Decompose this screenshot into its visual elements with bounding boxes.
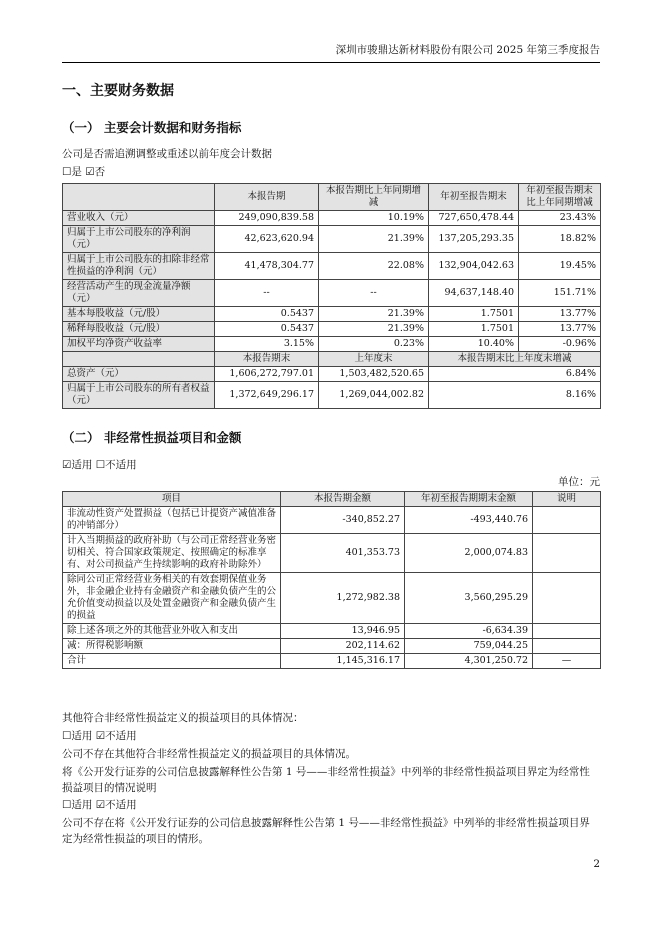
cell: 6.84% <box>429 367 601 382</box>
cell: 1.7501 <box>429 322 519 337</box>
row-label: 归属于上市公司股东的所有者权益（元） <box>63 382 215 409</box>
cell: -0.96% <box>519 337 601 352</box>
financial-data-table <box>62 183 601 409</box>
row-label: 归属于上市公司股东的扣除非经常性损益的净利润（元） <box>63 253 215 280</box>
cell: 13,946.95 <box>281 624 405 639</box>
cell: 401,353.73 <box>281 534 405 573</box>
other-items-note: 公司不存在其他符合非经常性损益定义的损益项目的具体情况。 <box>62 748 356 760</box>
cell: 19.45% <box>519 253 601 280</box>
cell: — <box>533 654 601 669</box>
cell: 3.15% <box>215 337 319 352</box>
row-label: 减：所得税影响额 <box>63 639 281 654</box>
restatement-question: 公司是否需追溯调整或重述以前年度会计数据 <box>62 148 272 160</box>
row-label: 合计 <box>63 654 281 669</box>
row-label: 营业收入（元） <box>63 211 215 226</box>
header-cell: 本报告期末比上年度末增减 <box>429 352 601 367</box>
cell: -- <box>319 280 429 307</box>
page-number: 2 <box>593 858 600 870</box>
cell: 137,205,293.35 <box>429 226 519 253</box>
row-label: 除上述各项之外的其他营业外收入和支出 <box>63 624 281 639</box>
cell: 23.43% <box>519 211 601 226</box>
row-label: 计入当期损益的政府补助（与公司正常经营业务密切相关、符合国家政策规定、按照确定的标准享有、对公司损益产生持续影响的政府补助除外） <box>63 534 281 573</box>
unit-label: 单位：元 <box>558 476 600 488</box>
cell: 249,090,839.58 <box>215 211 319 226</box>
cell: 41,478,304.77 <box>215 253 319 280</box>
cell: 21.39% <box>319 322 429 337</box>
header-cell: 年初至报告期末 <box>429 184 519 211</box>
cell <box>533 507 601 534</box>
header-cell: 本报告期金额 <box>281 492 405 507</box>
cell: 3,560,295.29 <box>405 573 533 624</box>
table-row <box>63 322 601 337</box>
table-header-row <box>63 492 601 507</box>
cell: 1,145,316.17 <box>281 654 405 669</box>
cell: -493,440.76 <box>405 507 533 534</box>
cell: 21.39% <box>319 226 429 253</box>
row-label: 基本每股收益（元/股） <box>63 307 215 322</box>
cell: 1,272,982.38 <box>281 573 405 624</box>
table-row <box>63 367 601 382</box>
row-label: 加权平均净资产收益率 <box>63 337 215 352</box>
table-row <box>63 639 601 654</box>
table-row <box>63 211 601 226</box>
row-label: 总资产（元） <box>63 367 215 382</box>
cell: 0.23% <box>319 337 429 352</box>
table-header-row-2 <box>63 352 601 367</box>
cell: 727,650,478.44 <box>429 211 519 226</box>
applicability-status-a: ☐适用 ☑不适用 <box>62 730 137 742</box>
cell: 21.39% <box>319 307 429 322</box>
row-label: 经营活动产生的现金流量净额（元） <box>63 280 215 307</box>
table-row <box>63 307 601 322</box>
header-cell: 本报告期 <box>215 184 319 211</box>
cell: 0.5437 <box>215 322 319 337</box>
cell: 42,623,620.94 <box>215 226 319 253</box>
row-label: 稀释每股收益（元/股） <box>63 322 215 337</box>
cell: 0.5437 <box>215 307 319 322</box>
cell: 1.7501 <box>429 307 519 322</box>
header-cell: 说明 <box>533 492 601 507</box>
table-row <box>63 253 601 280</box>
header-cell: 年初至报告期末比上年同期增减 <box>519 184 601 211</box>
table-row <box>63 382 601 409</box>
table-row <box>63 226 601 253</box>
table-row <box>63 280 601 307</box>
table-header-row <box>63 184 601 211</box>
row-label: 归属于上市公司股东的净利润（元） <box>63 226 215 253</box>
table-row <box>63 337 601 352</box>
cell: 22.08% <box>319 253 429 280</box>
cell: 4,301,250.72 <box>405 654 533 669</box>
cell: 13.77% <box>519 307 601 322</box>
reclass-note: 公司不存在将《公开发行证券的公司信息披露解释性公告第 1 号——非经常性损益》中列举的非经常性损益项目界定为经常性损益的项目的情形。 <box>62 817 590 845</box>
table-row <box>63 534 601 573</box>
header-cell <box>63 184 215 211</box>
applicability-status-b: ☐适用 ☑不适用 <box>62 799 137 811</box>
table-row <box>63 507 601 534</box>
cell: 759,044.25 <box>405 639 533 654</box>
cell: 132,904,042.63 <box>429 253 519 280</box>
table-row-total <box>63 654 601 669</box>
cell <box>533 573 601 624</box>
row-label: 除同公司正常经营业务相关的有效套期保值业务外，非金融企业持有金融资产和金融负债产生的公允价值变动损益以及处置金融资产和金融负债产生的损益 <box>63 573 281 624</box>
applicability-status: ☑适用 ☐不适用 <box>62 459 137 471</box>
cell: 1,269,044,002.82 <box>319 382 429 409</box>
cell: 13.77% <box>519 322 601 337</box>
cell: 94,637,148.40 <box>429 280 519 307</box>
header-cell: 项目 <box>63 492 281 507</box>
report-header: 深圳市骏鼎达新材料股份有限公司 2025 年第三季度报告 <box>335 44 600 56</box>
subsection-title-2: （二） 非经常性损益项目和金额 <box>62 430 242 445</box>
cell <box>533 639 601 654</box>
cell: 10.19% <box>319 211 429 226</box>
cell: 10.40% <box>429 337 519 352</box>
cell: -- <box>215 280 319 307</box>
subsection-title-1: （一） 主要会计数据和财务指标 <box>62 120 242 135</box>
cell: 151.71% <box>519 280 601 307</box>
header-rule <box>62 62 600 63</box>
cell: -340,852.27 <box>281 507 405 534</box>
cell: 1,606,272,797.01 <box>215 367 319 382</box>
reclass-title: 将《公开发行证券的公司信息披露解释性公告第 1 号——非经常性损益》中列举的非经常性损益项目界定为经常性损益项目的情况说明 <box>62 766 590 794</box>
header-cell: 年初至报告期期末金额 <box>405 492 533 507</box>
cell <box>533 624 601 639</box>
section-title: 一、主要财务数据 <box>62 83 174 99</box>
cell: 2,000,074.83 <box>405 534 533 573</box>
restatement-answer: ☐是 ☑否 <box>62 166 106 178</box>
header-cell <box>63 352 215 367</box>
cell: 1,372,649,296.17 <box>215 382 319 409</box>
header-cell: 本报告期比上年同期增减 <box>319 184 429 211</box>
cell: 202,114.62 <box>281 639 405 654</box>
cell: 1,503,482,520.65 <box>319 367 429 382</box>
cell: -6,634.39 <box>405 624 533 639</box>
row-label: 非流动性资产处置损益（包括已计提资产减值准备的冲销部分） <box>63 507 281 534</box>
cell: 18.82% <box>519 226 601 253</box>
non-recurring-items-table <box>62 491 601 669</box>
other-items-label: 其他符合非经常性损益定义的损益项目的具体情况： <box>62 712 304 724</box>
cell <box>533 534 601 573</box>
table-row <box>63 573 601 624</box>
header-cell: 本报告期末 <box>215 352 319 367</box>
header-cell: 上年度末 <box>319 352 429 367</box>
table-row <box>63 624 601 639</box>
cell: 8.16% <box>429 382 601 409</box>
